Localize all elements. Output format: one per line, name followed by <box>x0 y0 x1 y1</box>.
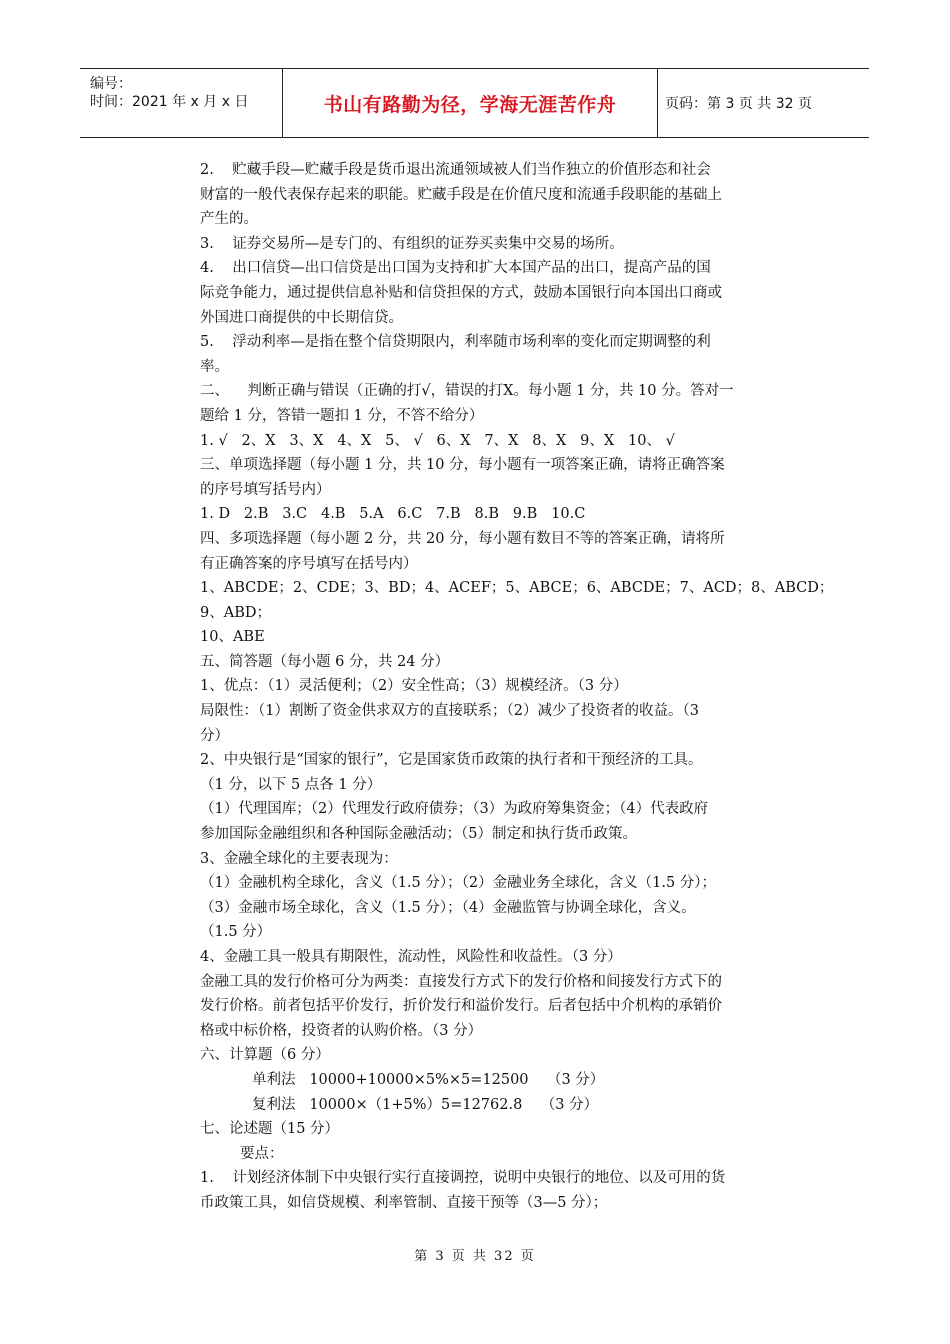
serial-label: 编号： <box>90 76 132 92</box>
text-line: 局限性：（1）割断了资金供求双方的直接联系；（2）减少了投资者的收益。（3 <box>200 703 699 720</box>
page-header <box>80 68 869 138</box>
text-line: 二、 判断正确与错误（正确的打√，错误的打X。每小题 1 分，共 10 分。答对一 <box>200 383 734 400</box>
document-body <box>200 158 834 1216</box>
text-line: 发行价格。前者包括平价发行，折价发行和溢价发行。后者包括中介机构的承销价 <box>200 998 722 1015</box>
text-line: 币政策工具，如信贷规模、利率管制、直接干预等（3—5 分）； <box>200 1194 608 1211</box>
text-line: 单利法 10000+10000×5%×5=12500 （3 分） <box>252 1071 605 1088</box>
text-line: 分） <box>200 727 229 744</box>
text-line: 9、ABD； <box>200 604 271 621</box>
page-info: 页码：第 3 页 共 32 页 <box>665 96 812 112</box>
text-line: 2. 贮藏手段—贮藏手段是货币退出流通领域被人们当作独立的价值形态和社会 <box>200 162 711 178</box>
text-line: 1. 计划经济体制下中央银行实行直接调控，说明中央银行的地位、以及可用的货 <box>200 1170 726 1187</box>
motto-text: 书山有路勤为径，学海无涯苦作舟 <box>323 93 617 116</box>
text-line: 要点： <box>240 1145 284 1162</box>
page-info-cell <box>657 69 869 137</box>
text-line: 1、优点：（1）灵活便利；（2）安全性高；（3）规模经济。（3 分） <box>200 678 628 695</box>
page-footer: 第 3 页 共 32 页 <box>414 1249 536 1264</box>
text-line: 有正确答案的序号填写在括号内） <box>200 555 418 572</box>
text-line: （3）金融市场全球化，含义（1.5 分）；（4）金融监管与协调全球化，含义。 <box>200 899 696 916</box>
text-line: 5. 浮动利率—是指在整个信贷期限内，利率随市场利率的变化而定期调整的利 <box>200 334 711 351</box>
text-line: 题给 1 分，答错一题扣 1 分，不答不给分） <box>200 407 484 424</box>
header-info-cell <box>80 69 281 137</box>
text-line: 产生的。 <box>200 211 258 228</box>
text-line: 五、简答题（每小题 6 分，共 24 分） <box>200 653 450 670</box>
text-line: 率。 <box>200 358 229 375</box>
text-line: （1）代理国库；（2）代理发行政府债券；（3）为政府筹集资金；（4）代表政府 <box>200 801 709 818</box>
text-line: 际竞争能力，通过提供信息补贴和信贷担保的方式，鼓励本国银行向本国出口商或 <box>200 284 722 301</box>
text-line: 复利法 10000×（1+5%）5=12762.8 （3 分） <box>252 1096 599 1113</box>
text-line: 金融工具的发行价格可分为两类：直接发行方式下的发行价格和间接发行方式下的 <box>200 973 722 990</box>
text-line: 格或中标价格，投资者的认购价格。（3 分） <box>200 1022 483 1039</box>
motto-cell <box>282 69 658 137</box>
text-line: 四、多项选择题（每小题 2 分，共 20 分，每小题有数目不等的答案正确，请将所 <box>200 530 725 547</box>
text-line: 4. 出口信贷—出口信贷是出口国为支持和扩大本国产品的出口，提高产品的国 <box>200 260 711 277</box>
text-line: 1、ABCDE；2、CDE；3、BD；4、ACEF；5、ABCE；6、ABCDE；7、ACD；8、ABCD； <box>200 580 834 597</box>
text-line: 3. 证券交易所—是专门的、有组织的证券买卖集中交易的场所。 <box>200 235 624 252</box>
text-line: 财富的一般代表保存起来的职能。贮藏手段是在价值尺度和流通手段职能的基础上 <box>200 186 722 203</box>
text-line: 10、ABE <box>200 629 265 646</box>
text-line: （1.5 分） <box>200 924 272 941</box>
text-line: 4、金融工具一般具有期限性，流动性，风险性和收益性。（3 分） <box>200 949 622 965</box>
date-label: 时间：2021 年 x 月 x 日 <box>90 94 249 110</box>
text-line: 2、中央银行是“国家的银行”，它是国家货币政策的执行者和干预经济的工具。 <box>200 752 703 769</box>
text-line: （1 分，以下 5 点各 1 分） <box>200 776 382 793</box>
text-line: 七、论述题（15 分） <box>200 1121 340 1138</box>
text-line: 六、计算题（6 分） <box>200 1047 330 1064</box>
text-line: 参加国际金融组织和各种国际金融活动；（5）制定和执行货币政策。 <box>200 826 637 843</box>
text-line: 外国进口商提供的中长期信贷。 <box>200 309 403 326</box>
text-line: 3、金融全球化的主要表现为： <box>200 850 398 867</box>
text-line: （1）金融机构全球化，含义（1.5 分）；（2）金融业务全球化，含义（1.5 分）； <box>200 875 717 892</box>
text-line: 三、单项选择题（每小题 1 分，共 10 分，每小题有一项答案正确，请将正确答案 <box>200 457 725 474</box>
text-line: 的序号填写括号内） <box>200 481 331 498</box>
text-line: 1. D 2.B 3.C 4.B 5.A 6.C 7.B 8.B 9.B 10.C <box>200 506 586 523</box>
text-line: 1. √ 2、X 3、X 4、X 5、 √ 6、X 7、X 8、X 9、X 10、 √ <box>200 432 675 449</box>
